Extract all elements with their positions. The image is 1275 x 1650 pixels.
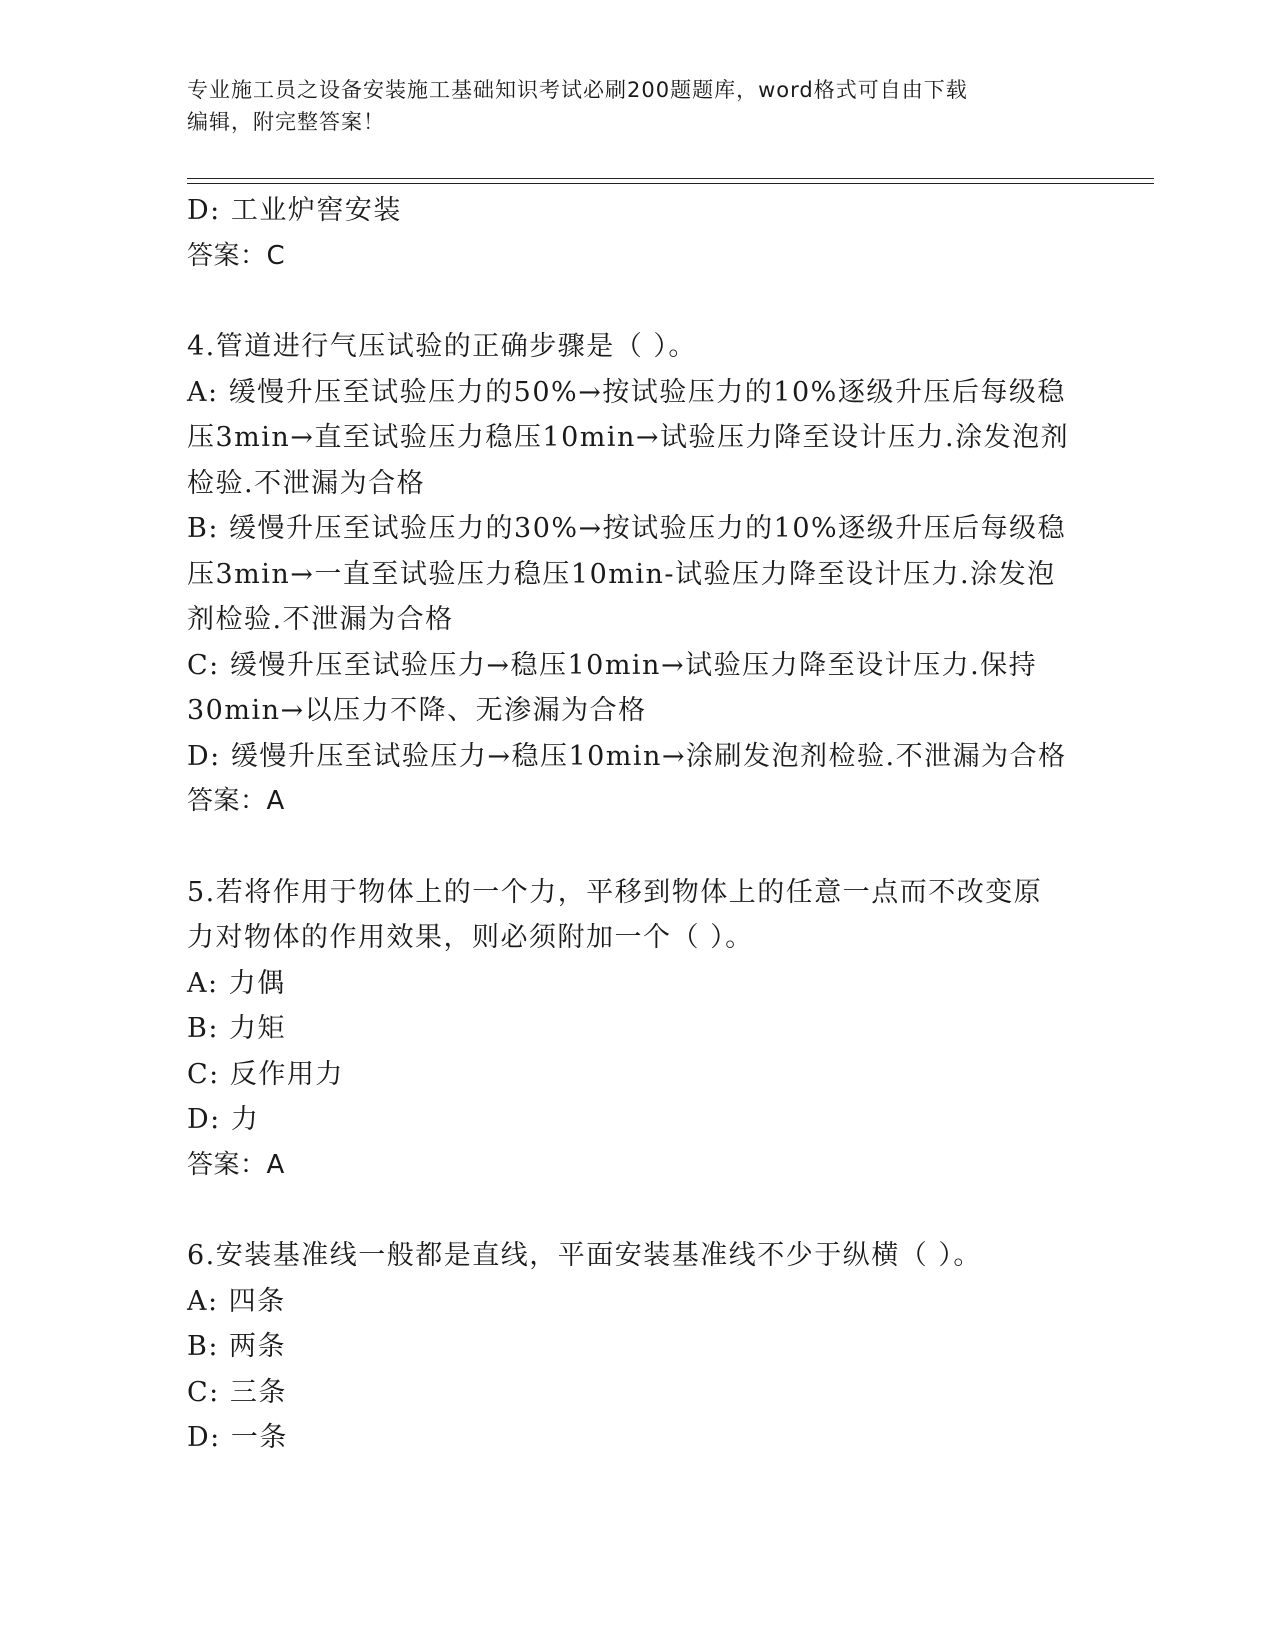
- question-list: [187, 188, 1087, 1461]
- spacer: [187, 1188, 1087, 1233]
- option-c-line-2: 30min→以压力不降、无渗漏为合格: [187, 695, 647, 726]
- option-a-line-1: A: 缓慢升压至试验压力的50%→按试验压力的10%逐级升压后每级稳: [187, 376, 1066, 408]
- header-divider-bottom: [187, 183, 1154, 184]
- document-header: [187, 74, 1087, 138]
- option-d: D: 一条: [187, 1422, 288, 1453]
- option-b: [187, 506, 1087, 643]
- answer: 答案：C: [187, 240, 286, 271]
- option-c-line-1: C: 缓慢升压至试验压力→稳压10min→试验压力降至设计压力.保持: [187, 649, 1038, 681]
- option-d: D: 工业炉窖安装: [187, 195, 402, 226]
- question-stem: 4.管道进行气压试验的正确步骤是（ ）。: [187, 331, 697, 362]
- answer: 答案：A: [187, 1149, 285, 1180]
- option-a: A: 力偶: [187, 967, 286, 999]
- option-a-line-3: 检验.不泄漏为合格: [187, 467, 426, 499]
- option-a: A: 四条: [187, 1285, 286, 1317]
- header-title-line-2: 编辑，附完整答案！: [187, 110, 385, 134]
- option-a: [187, 370, 1087, 507]
- answer: 答案：A: [187, 786, 285, 816]
- option-d: D: 力: [187, 1104, 260, 1135]
- question-3-tail: [187, 188, 1087, 279]
- option-c: [187, 643, 1087, 734]
- question-6: [187, 1233, 1087, 1461]
- question-stem-line-1: 5.若将作用于物体上的一个力，平移到物体上的任意一点而不改变原: [187, 876, 1043, 908]
- option-d: D: 缓慢升压至试验压力→稳压10min→涂刷发泡剂检验.不泄漏为合格: [187, 740, 1067, 772]
- question-stem: 6.安装基准线一般都是直线，平面安装基准线不少于纵横（ ）。: [187, 1240, 982, 1271]
- question-stem-line-2: 力对物体的作用效果，则必须附加一个（ ）。: [187, 922, 754, 953]
- option-a-line-2: 压3min→直至试验压力稳压10min→试验压力降至设计压力.涂发泡剂: [187, 422, 1070, 453]
- option-b-line-3: 剂检验.不泄漏为合格: [187, 604, 454, 635]
- option-b-line-2: 压3min→一直至试验压力稳压10min-试验压力降至设计压力.涂发泡: [187, 558, 1056, 590]
- option-b-line-1: B: 缓慢升压至试验压力的30%→按试验压力的10%逐级升压后每级稳: [187, 513, 1067, 544]
- option-c: C: 反作用力: [187, 1058, 344, 1090]
- header-divider-top: [187, 178, 1154, 179]
- question-5: [187, 870, 1087, 1189]
- option-b: B: 两条: [187, 1331, 287, 1362]
- option-b: B: 力矩: [187, 1013, 287, 1044]
- spacer: [187, 279, 1087, 324]
- question-4: [187, 324, 1087, 825]
- header-title-line-1: 专业施工员之设备安装施工基础知识考试必刷200题题库，word格式可自由下载: [187, 78, 968, 102]
- option-c: C: 三条: [187, 1376, 287, 1408]
- spacer: [187, 825, 1087, 870]
